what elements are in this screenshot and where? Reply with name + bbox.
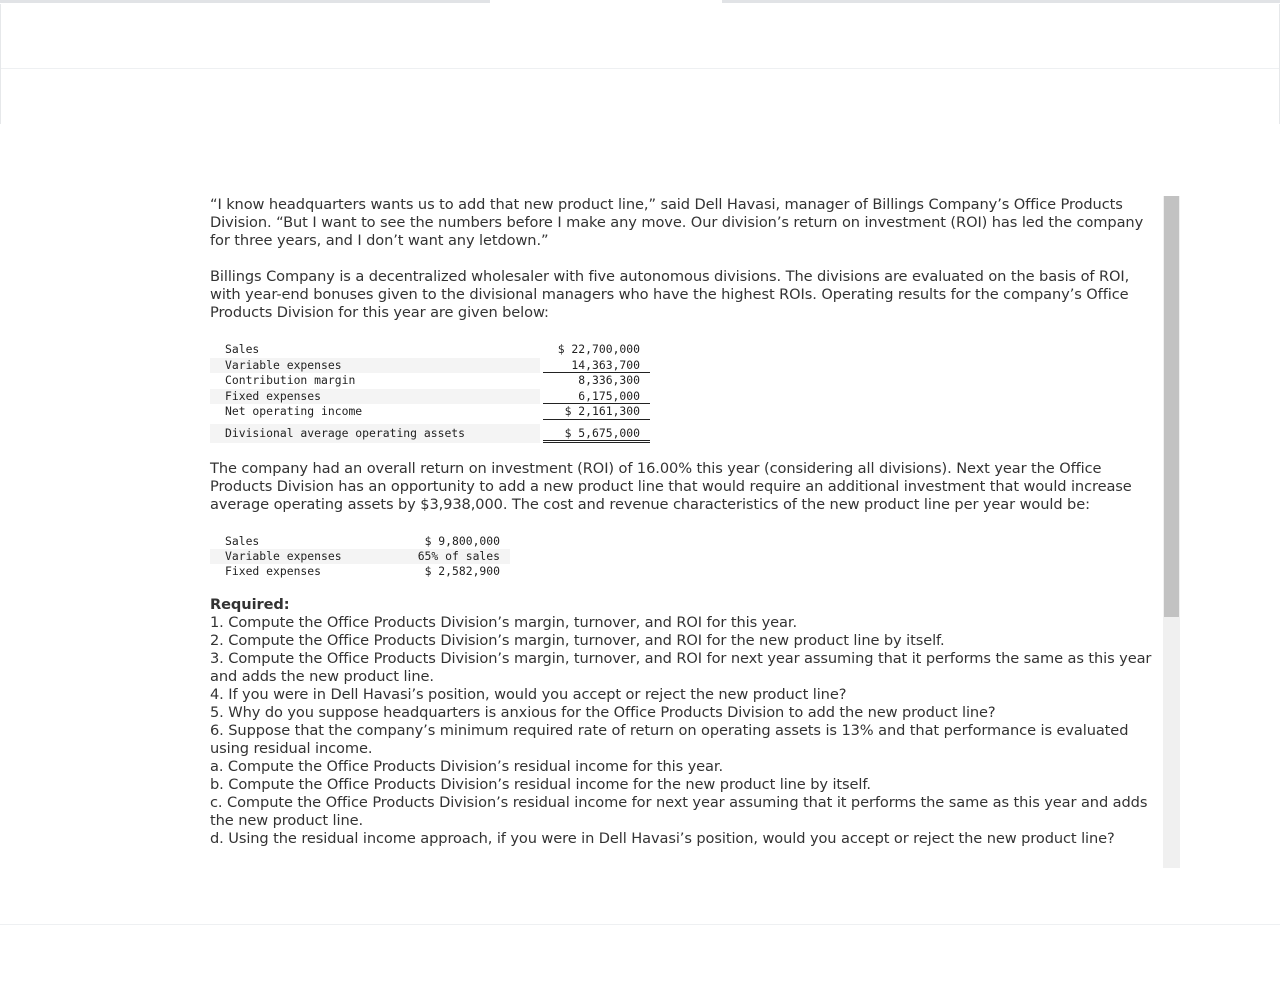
row-label: Variable expenses: [210, 549, 405, 564]
footer-divider: [0, 924, 1280, 925]
row-value: 14,363,700: [543, 358, 650, 374]
table-row: [210, 424, 650, 443]
scrollbar-thumb[interactable]: [1164, 196, 1179, 617]
row-value: 65% of sales: [405, 549, 510, 564]
required-section: [210, 596, 1160, 848]
top-border-right: [722, 0, 1280, 3]
table-row: [210, 534, 510, 549]
intro-paragraph: “I know headquarters wants us to add that new product line,” said Dell Havasi, manager of Billings Company’s Office Products Division. “But I want to see the numbers before I make any move. Our division’s return on investment (ROI) has led the company for three years, and I don’t want any letdown.”: [210, 196, 1144, 249]
required-item: 2. Compute the Office Products Division’s margin, turnover, and ROI for the new product line by itself.: [210, 632, 945, 649]
row-label: Divisional average operating assets: [210, 424, 540, 443]
row-label: Net operating income: [225, 404, 363, 419]
table-row: [210, 358, 650, 374]
required-item: b. Compute the Office Products Division’s residual income for the new product line by itself.: [210, 776, 871, 793]
row-label: Fixed expenses: [225, 564, 322, 579]
row-label: Contribution margin: [225, 373, 356, 388]
left-frame-edge: [0, 4, 1, 124]
header-divider: [0, 68, 1280, 69]
table-row: [210, 564, 510, 579]
table-row: [210, 389, 650, 405]
new-product-line-table: [210, 534, 510, 580]
table-row: [210, 342, 650, 358]
row-label: Fixed expenses: [210, 389, 540, 405]
required-heading: Required:: [210, 596, 290, 613]
table-row: [210, 549, 510, 564]
table-row: [210, 404, 650, 420]
required-item: 3. Compute the Office Products Division’s margin, turnover, and ROI for next year assuming that it performs the same as this year and adds the new product line.: [210, 650, 1152, 685]
required-item: 1. Compute the Office Products Division’s margin, turnover, and ROI for this year.: [210, 614, 797, 631]
table-row: [210, 373, 650, 389]
background-paragraph: Billings Company is a decentralized wholesaler with five autonomous divisions. The divisions are evaluated on the basis of ROI, with year-end bonuses given to the divisional managers who have the highest ROIs. Operating results for the company’s Office Products Division for this year are given below:: [210, 268, 1130, 321]
row-value: $ 5,675,000: [543, 424, 650, 443]
required-item: 6. Suppose that the company’s minimum required rate of return on operating assets is 13% and that performance is evaluated using residual income.: [210, 722, 1129, 757]
row-value: $ 2,161,300: [543, 404, 650, 420]
required-item: 4. If you were in Dell Havasi’s position, would you accept or reject the new product line?: [210, 686, 847, 703]
window-top-border: [0, 0, 1280, 4]
required-item: c. Compute the Office Products Division’s residual income for next year assuming that it performs the same as this year and adds the new product line.: [210, 794, 1148, 829]
row-value: 8,336,300: [578, 373, 640, 388]
opportunity-paragraph: The company had an overall return on investment (ROI) of 16.00% this year (considering all divisions). Next year the Office Products Division has an opportunity to add a new product line that would require an additional investment that would increase average operating assets by $3,938,000. The cost and revenue characteristics of the new product line per year would be:: [210, 460, 1132, 513]
row-value: $ 9,800,000: [424, 534, 500, 548]
row-value: 6,175,000: [543, 389, 650, 405]
row-value: $ 22,700,000: [557, 342, 640, 356]
required-item: d. Using the residual income approach, if you were in Dell Havasi’s position, would you accept or reject the new product line?: [210, 830, 1115, 847]
row-label: Sales: [225, 342, 260, 356]
row-label: Variable expenses: [210, 358, 540, 374]
row-value: $ 2,582,900: [424, 564, 500, 579]
required-item: 5. Why do you suppose headquarters is anxious for the Office Products Division to add the new product line?: [210, 704, 996, 721]
required-item: a. Compute the Office Products Division’s residual income for this year.: [210, 758, 723, 775]
operating-results-table: [210, 342, 650, 443]
top-border-left: [0, 0, 490, 3]
row-label: Sales: [225, 534, 260, 548]
